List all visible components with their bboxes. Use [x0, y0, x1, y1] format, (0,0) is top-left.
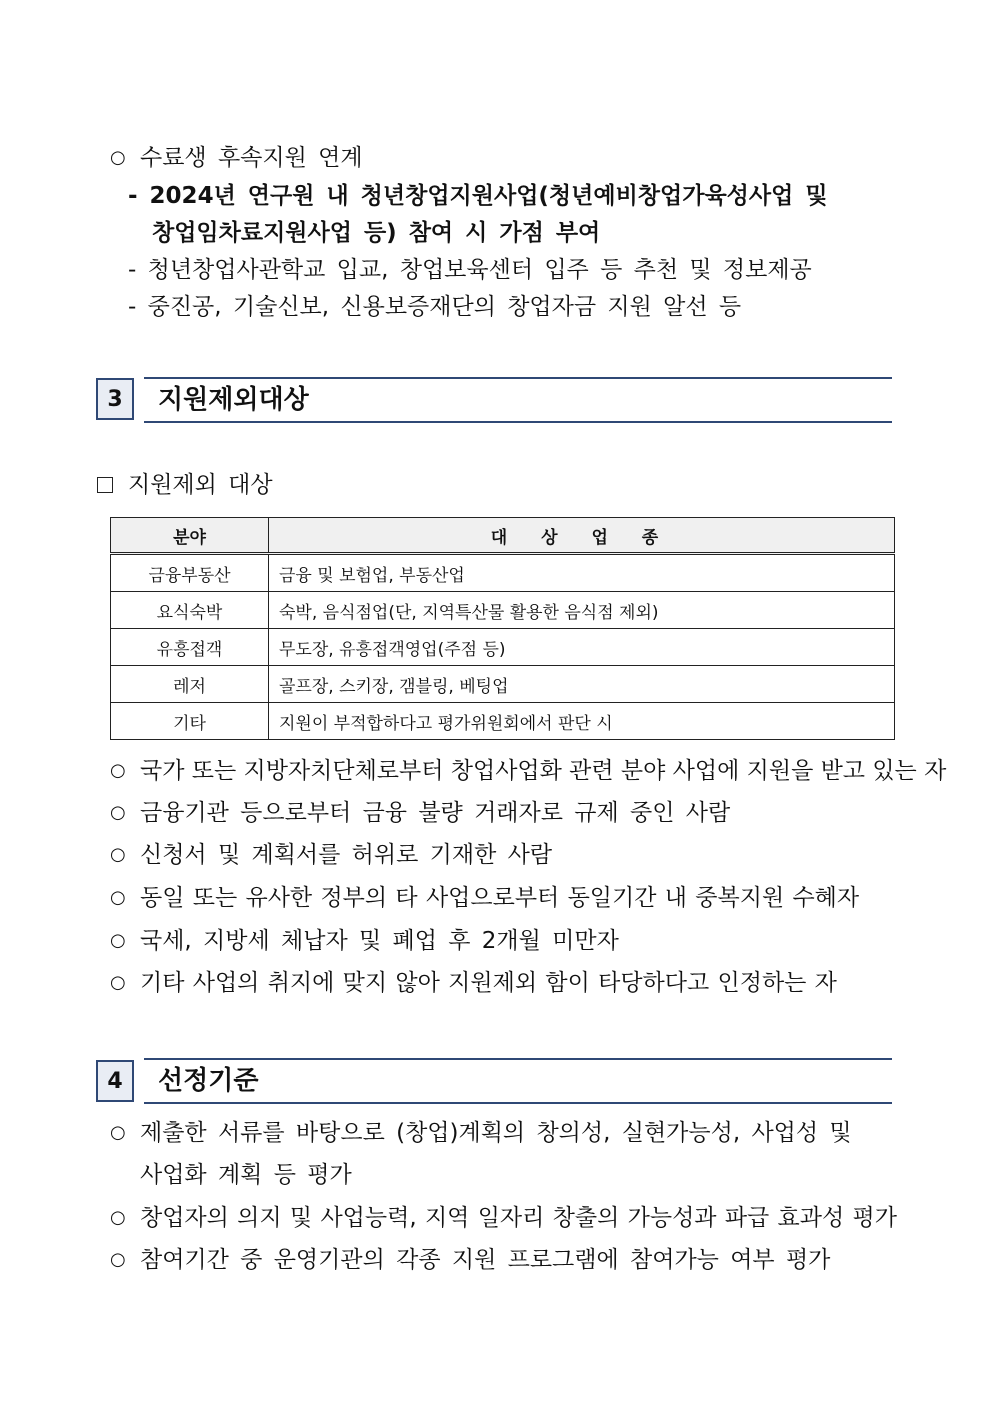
section-number: 4: [96, 1060, 134, 1102]
exclusion-table: [110, 517, 895, 740]
exclusion-item: 금융기관 등으로부터 금융 불량 거래자로 규제 중인 사람: [140, 800, 731, 826]
table-row: [111, 666, 895, 703]
table-cell-category: 레저: [111, 666, 269, 703]
circle-bullet: ○: [110, 802, 126, 823]
table-row: [111, 629, 895, 666]
dash-item-recommendation: - 청년창업사관학교 입교, 창업보육센터 입주 등 추천 및 정보제공: [128, 257, 812, 283]
dash-item-bonus-line1: - 2024년 연구원 내 청년창업지원사업(청년예비창업가육성사업 및: [128, 183, 828, 209]
table-cell-description: 숙박, 음식점업(단, 지역특산물 활용한 음식점 제외): [269, 592, 895, 629]
exclusion-item: 기타 사업의 취지에 맞지 않아 지원제외 함이 타당하다고 인정하는 자: [140, 970, 837, 996]
section-number: 3: [96, 378, 134, 420]
criteria-item-line1: 제출한 서류를 바탕으로 (창업)계획의 창의성, 실현가능성, 사업성 및: [140, 1120, 852, 1146]
section-title: 지원제외대상: [158, 385, 309, 415]
circle-bullet: ○: [110, 1207, 126, 1228]
exclusion-item: 동일 또는 유사한 정부의 타 사업으로부터 동일기간 내 중복지원 수혜자: [140, 885, 860, 911]
table-cell-description: 골프장, 스키장, 갬블링, 베팅업: [269, 666, 895, 703]
exclusion-subheading: 지원제외 대상: [128, 472, 273, 498]
exclusion-item: 국세, 지방세 체납자 및 폐업 후 2개월 미만자: [140, 928, 619, 954]
table-cell-category: 요식숙박: [111, 592, 269, 629]
circle-bullet: ○: [110, 147, 126, 168]
table-header-row: [111, 518, 895, 554]
table-header: 분야: [111, 518, 269, 554]
table-row: [111, 592, 895, 629]
criteria-item: 참여기간 중 운영기관의 각종 지원 프로그램에 참여가능 여부 평가: [140, 1247, 831, 1273]
circle-bullet: ○: [110, 1122, 126, 1143]
section-header: [144, 377, 892, 423]
criteria-item-line2: 사업화 계획 등 평가: [140, 1162, 352, 1188]
exclusion-item: 신청서 및 계획서를 허위로 기재한 사람: [140, 842, 553, 868]
table-row: [111, 554, 895, 592]
circle-bullet: ○: [110, 887, 126, 908]
circle-bullet: ○: [110, 844, 126, 865]
table-row: [111, 703, 895, 740]
exclusion-item: 국가 또는 지방자치단체로부터 창업사업화 관련 분야 사업에 지원을 받고 있는 자: [140, 758, 947, 784]
criteria-item: 창업자의 의지 및 사업능력, 지역 일자리 창출의 가능성과 파급 효과성 평가: [140, 1205, 897, 1231]
follow-up-support-heading: 수료생 후속지원 연계: [140, 145, 363, 171]
circle-bullet: ○: [110, 972, 126, 993]
circle-bullet: ○: [110, 760, 126, 781]
table-cell-category: 금융부동산: [111, 554, 269, 592]
dash-item-bonus-line2: 창업임차료지원사업 등) 참여 시 가점 부여: [152, 220, 601, 246]
table-cell-category: 기타: [111, 703, 269, 740]
checkbox-icon: [97, 477, 113, 493]
table-header: 대 상 업 종: [269, 518, 895, 554]
circle-bullet: ○: [110, 930, 126, 951]
section-title: 선정기준: [158, 1066, 259, 1096]
table-cell-description: 지원이 부적합하다고 평가위원회에서 판단 시: [269, 703, 895, 740]
section-header: [144, 1058, 892, 1104]
circle-bullet: ○: [110, 1249, 126, 1270]
table-cell-description: 금융 및 보험업, 부동산업: [269, 554, 895, 592]
table-cell-description: 무도장, 유흥접객영업(주점 등): [269, 629, 895, 666]
dash-item-funding: - 중진공, 기술신보, 신용보증재단의 창업자금 지원 알선 등: [128, 294, 742, 320]
table-cell-category: 유흥접객: [111, 629, 269, 666]
